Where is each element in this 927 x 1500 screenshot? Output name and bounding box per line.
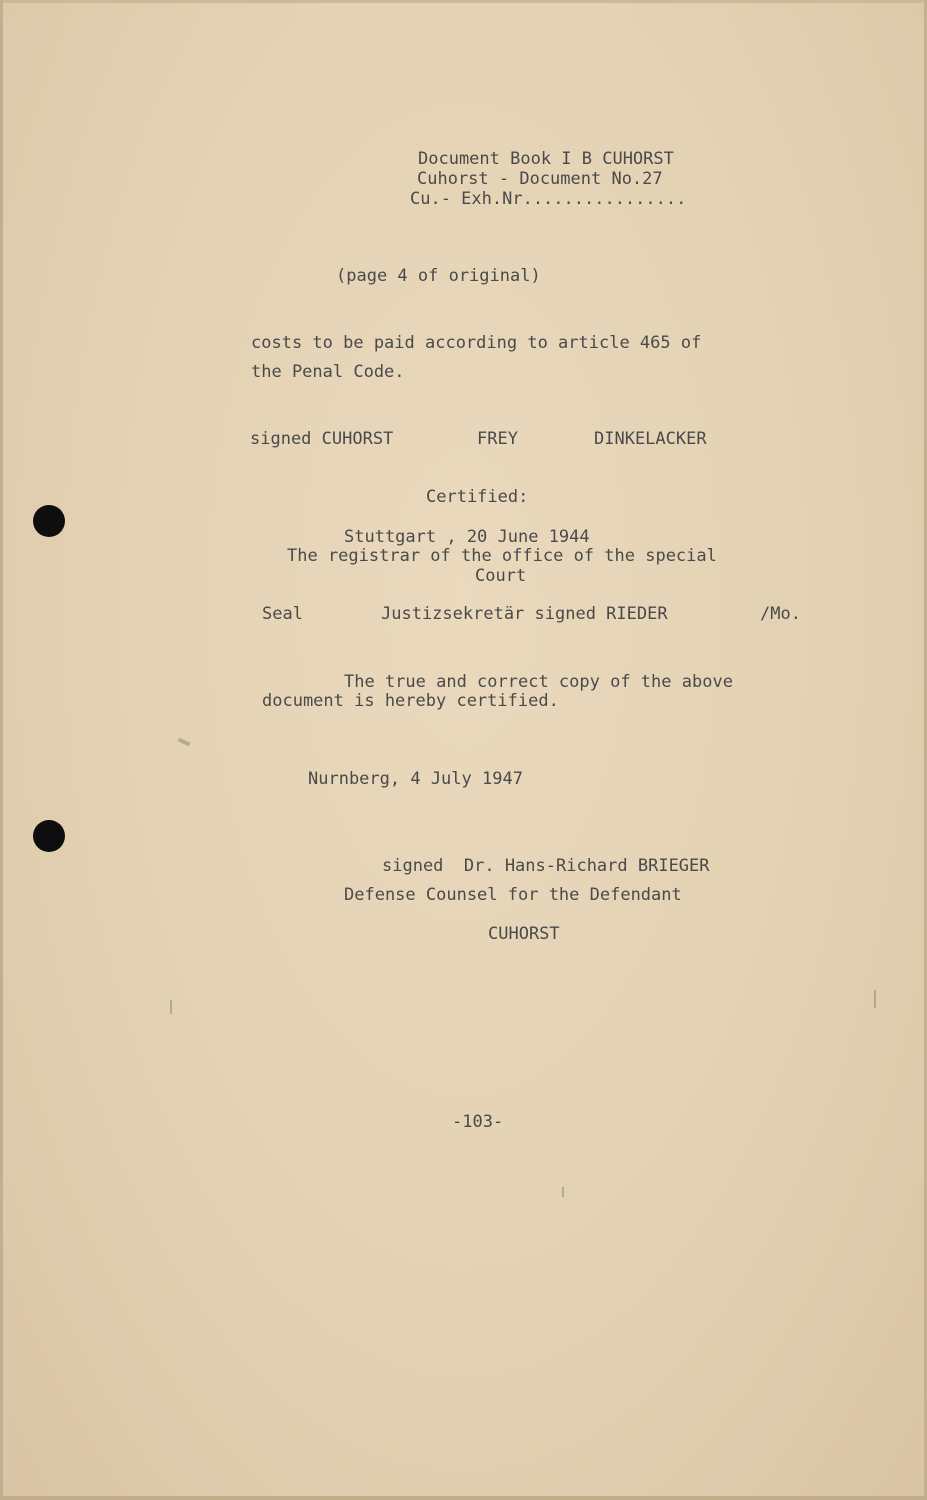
page-edge-top xyxy=(0,0,927,3)
signature-frey: FREY xyxy=(477,429,518,449)
certified-registrar: The registrar of the office of the special xyxy=(287,546,717,566)
defendant-name: CUHORST xyxy=(488,924,560,944)
paper-mark xyxy=(874,990,876,1008)
paper-mark xyxy=(170,1000,172,1014)
page-number: -103- xyxy=(452,1112,504,1132)
true-copy-line-2: document is hereby certified. xyxy=(262,691,559,711)
punch-hole-top xyxy=(33,505,65,537)
justizsekretar-signature: Justizsekretär signed RIEDER xyxy=(381,604,668,624)
body-text-line-2: the Penal Code. xyxy=(251,362,405,382)
typist-initials: /Mo. xyxy=(760,604,801,624)
header-exhibit-number: Cu.- Exh.Nr................ xyxy=(410,189,687,209)
nurnberg-place-date: Nurnberg, 4 July 1947 xyxy=(308,769,523,789)
header-document-number: Cuhorst - Document No.27 xyxy=(417,169,663,189)
body-text-line-1: costs to be paid according to article 465 of xyxy=(251,333,702,353)
page-edge-bottom xyxy=(0,1496,927,1500)
paper-mark xyxy=(562,1187,564,1197)
certified-place-date: Stuttgart , 20 June 1944 xyxy=(344,527,590,547)
punch-hole-bottom xyxy=(33,820,65,852)
seal-label: Seal xyxy=(262,604,303,624)
page-of-original-note: (page 4 of original) xyxy=(336,266,541,286)
signature-cuhorst: signed CUHORST xyxy=(250,429,394,449)
header-document-book: Document Book I B CUHORST xyxy=(418,149,674,169)
certified-court: Court xyxy=(475,566,527,586)
certified-label: Certified: xyxy=(426,487,529,507)
defense-signature: signed Dr. Hans-Richard BRIEGER xyxy=(382,856,710,876)
defense-title: Defense Counsel for the Defendant xyxy=(344,885,682,905)
page-edge-left xyxy=(0,0,3,1500)
signature-dinkelacker: DINKELACKER xyxy=(594,429,707,449)
paper-mark xyxy=(178,738,191,747)
true-copy-line-1: The true and correct copy of the above xyxy=(344,672,733,692)
